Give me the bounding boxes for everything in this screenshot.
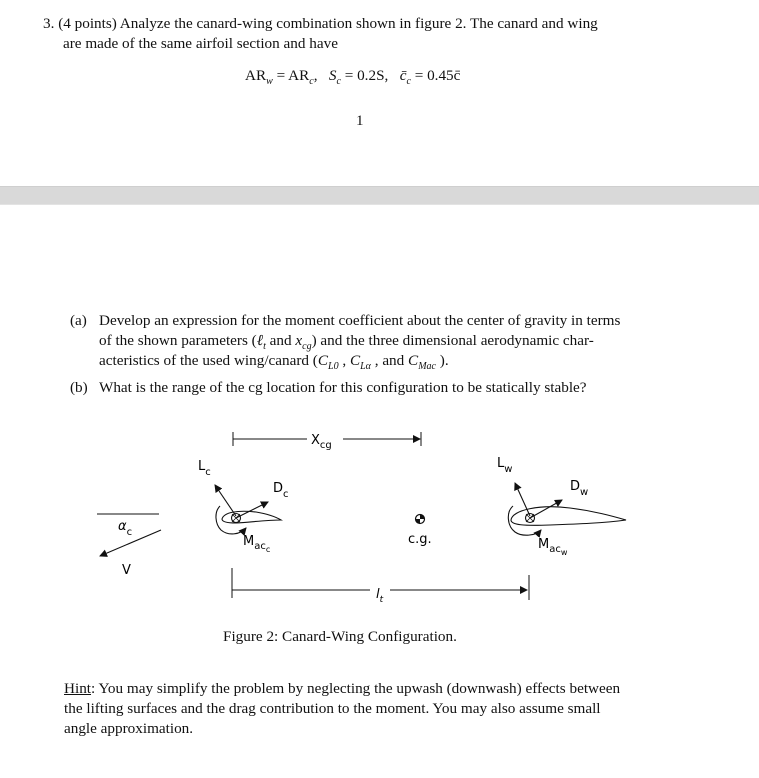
dw-label: $D_w$ (570, 479, 589, 498)
symbol-cl0-sub: L0 (328, 361, 339, 373)
symbol-cla-sub: Lα (360, 361, 371, 373)
part-a-and-1: and (269, 332, 292, 349)
hint-label: Hint (64, 680, 92, 697)
hint-text-1: : You may simplify the problem by neglecting the upwash (downwash) effects between (91, 680, 621, 697)
symbol-cmac: C (408, 352, 419, 369)
page-separator (0, 186, 759, 205)
part-a-line-1: Develop an expression for the moment coefficient about the center of gravity in terms (99, 312, 621, 329)
eq-ar-c: AR (288, 67, 310, 84)
alpha-label: $\alpha_c$ (118, 519, 133, 538)
xcg-label: $X_{cg}$ (311, 433, 332, 451)
canard-moment-arrow (216, 506, 246, 534)
symbol-cla: C (349, 352, 361, 369)
problem-points: (4 points) (58, 15, 117, 32)
part-a-text-3a: acteristics of the used wing/canard ( (99, 352, 318, 369)
canard-lift-arrow (215, 485, 236, 516)
part-a-comma: , (342, 352, 347, 369)
part-a-text-2a: of the shown parameters ( (99, 332, 257, 349)
eq-cbar-sub: c (406, 76, 411, 88)
symbol-xcg: x (295, 332, 303, 349)
eq-ar-w: AR (245, 67, 267, 84)
hint-line-1 (64, 679, 620, 699)
eq-sub-c: c (309, 76, 314, 88)
part-a-text-3b: ). (439, 352, 449, 369)
v-label: V (122, 563, 131, 578)
wing-airfoil (511, 507, 626, 526)
eq-cbar: c̄ (399, 67, 407, 84)
eq-comma: , (313, 67, 318, 84)
problem-number: 3. (43, 15, 55, 32)
canard-wing-figure (0, 410, 759, 620)
part-b-text: What is the range of the cg location for this configuration to be statically stable? (99, 379, 587, 396)
cg-symbol (416, 515, 425, 524)
eq-sub-w: w (266, 76, 273, 88)
eq-s-sub: c (336, 76, 341, 88)
problem-line-1: Analyze the canard-wing combination shown in figure 2. The canard and wing (119, 15, 598, 32)
hint-line-2: the lifting surfaces and the drag contribution to the moment. You may also assume small (64, 700, 601, 717)
eq-cbar-value: = 0.45c̄ (414, 67, 461, 84)
macw-label: $M_{acw}$ (538, 537, 568, 557)
dc-label: $D_c$ (273, 481, 289, 500)
cg-label: c.g. (408, 532, 432, 547)
problem-line-2: are made of the same airfoil section and have (63, 35, 338, 52)
hint-line-3: angle approximation. (64, 720, 194, 737)
symbol-lt: ℓ (256, 332, 264, 349)
symbol-lt-sub: t (263, 341, 266, 353)
lc-label: $L_c$ (198, 459, 211, 478)
lw-label: $L_w$ (497, 456, 513, 475)
equation (245, 66, 460, 92)
part-a-and-2: , and (374, 352, 405, 369)
canard-drag-arrow (236, 502, 268, 518)
part-b-label: (b) (70, 379, 88, 396)
problem-statement (43, 14, 723, 34)
eq-s-value: = 0.2S, (344, 67, 389, 84)
macc-label: $M_{acc}$ (243, 534, 271, 554)
eq-s: S (328, 67, 337, 84)
part-a-label: (a) (70, 312, 87, 329)
part-a-line-3 (99, 351, 449, 377)
symbol-xcg-sub: cg (302, 341, 312, 353)
symbol-cmac-sub: Mac (418, 361, 436, 373)
symbol-cl0: C (317, 352, 329, 369)
canard-airfoil (222, 511, 281, 523)
figure-caption: Figure 2: Canard-Wing Configuration. (223, 628, 457, 645)
part-a-text-2b: ) and the three dimensional aerodynamic char- (311, 332, 594, 349)
wing-drag-arrow (530, 500, 562, 518)
eq-equals: = (276, 67, 286, 84)
page-number: 1 (356, 113, 364, 129)
lt-label: $l_t$ (376, 587, 384, 605)
